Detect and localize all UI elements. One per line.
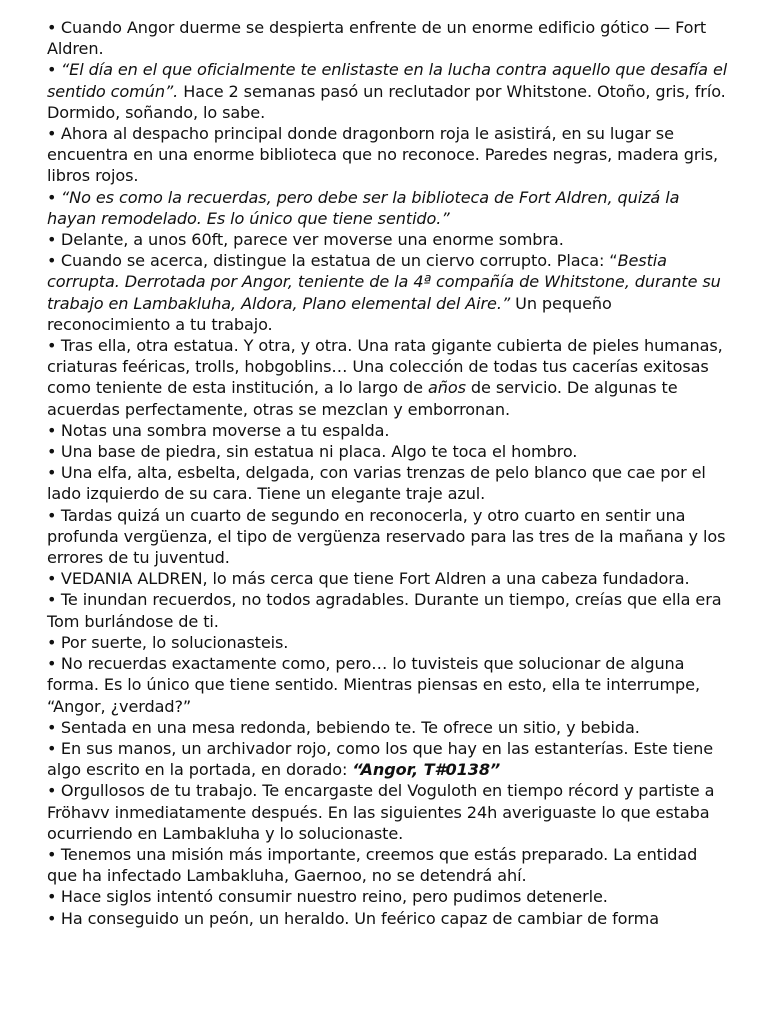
bullet-item <box>47 250 728 335</box>
bullet-text: Una base de piedra, sin estatua ni placa. Algo te toca el hombro. <box>60 442 578 462</box>
bullet-item <box>47 844 728 886</box>
bullet-item <box>47 17 728 59</box>
bullet-text: Cuando se acerca, distingue la estatua de un ciervo corrupto. Placa: “ <box>60 251 618 271</box>
bullet-marker: • <box>47 887 57 907</box>
bullet-text: de servicio. De algunas te acuerdas perfectamente, otras se mezclan y emborronan. <box>47 378 678 419</box>
bullet-text: Hace 2 semanas pasó un reclutador por Whitstone. Otoño, gris, frío. Dormido, soñando, lo sabe. <box>47 81 726 122</box>
bullet-text: Un pequeño reconocimiento a tu trabajo. <box>47 293 612 334</box>
bullet-text: Ha conseguido un peón, un heraldo. Un feérico capaz de cambiar de forma <box>60 908 659 928</box>
bullet-marker: • <box>47 654 57 674</box>
bullet-marker: • <box>47 781 57 801</box>
bullet-marker: • <box>47 632 57 652</box>
bullet-text: Una elfa, alta, esbelta, delgada, con varias trenzas de pelo blanco que cae por el lado izquierdo de su cara. Tiene un elegante traje azul. <box>47 463 706 504</box>
bullet-item <box>47 123 728 187</box>
bullet-text: VEDANIA ALDREN, lo más cerca que tiene Fort Aldren a una cabeza fundadora. <box>60 569 690 589</box>
bullet-text: “No es como la recuerdas, pero debe ser la biblioteca de Fort Aldren, quizá la hayan remodelado. Es lo único que tiene sentido.” <box>47 187 680 228</box>
bullet-marker: • <box>47 908 57 928</box>
bullet-text: años <box>428 378 466 398</box>
bullet-item <box>47 738 728 780</box>
bullet-text: Bestia corrupta. Derrotada por Angor, teniente de la 4ª compañía de Whitstone, durante su trabajo en Lambakluha, Aldora, Plano elemental del Aire.” <box>47 251 721 313</box>
bullet-item <box>47 908 728 929</box>
bullet-item <box>47 229 728 250</box>
bullet-text: Notas una sombra moverse a tu espalda. <box>60 420 390 440</box>
bullet-text: Tardas quizá un cuarto de segundo en reconocerla, y otro cuarto en sentir una profunda vergüenza, el tipo de vergüenza reservado para las tres de la mañana y los errores de tu juventud. <box>47 505 726 568</box>
bullet-item <box>47 335 728 420</box>
bullet-item <box>47 589 728 631</box>
notes-list <box>47 17 728 929</box>
bullet-item <box>47 59 728 123</box>
bullet-marker: • <box>47 590 57 610</box>
bullet-text: No recuerdas exactamente como, pero… lo tuvisteis que solucionar de alguna forma. Es lo único que tiene sentido. Mientras piensas en esto, ella te interrumpe, “Angor, ¿verdad?” <box>47 654 700 716</box>
bullet-text: Ahora al despacho principal donde dragonborn roja le asistirá, en su lugar se encuentra en una enorme biblioteca que no reconoce. Paredes negras, madera gris, libros rojos. <box>47 124 719 186</box>
bullet-marker: • <box>47 336 57 356</box>
bullet-text: “El día en el que oficialmente te enlistaste en la lucha contra aquello que desafía el sentido común”. <box>47 60 728 101</box>
bullet-marker: • <box>47 569 57 589</box>
bullet-text: “Angor, T#0138” <box>352 760 501 780</box>
bullet-text: Tras ella, otra estatua. Y otra, y otra. Una rata gigante cubierta de pieles humanas, criaturas feéricas, trolls, hobgoblins… Una colección de todas tus cacerías exitosas como teniente de esta institución, a lo largo de <box>47 336 723 398</box>
bullet-marker: • <box>47 442 57 462</box>
bullet-marker: • <box>47 60 57 80</box>
bullet-marker: • <box>47 420 57 440</box>
bullet-text: Sentada en una mesa redonda, bebiendo te. Te ofrece un sitio, y bebida. <box>60 717 640 737</box>
bullet-item <box>47 505 728 569</box>
bullet-text: Por suerte, lo solucionasteis. <box>60 632 289 652</box>
bullet-item <box>47 632 728 653</box>
bullet-item <box>47 462 728 504</box>
bullet-text: Orgullosos de tu trabajo. Te encargaste del Voguloth en tiempo récord y partiste a Fröhavv inmediatamente después. En las siguientes 24h averiguaste lo que estaba ocurriendo en Lambakluha y lo solucionaste. <box>47 781 715 843</box>
bullet-item <box>47 653 728 717</box>
bullet-marker: • <box>47 251 57 271</box>
bullet-marker: • <box>47 230 57 250</box>
bullet-marker: • <box>47 187 57 207</box>
bullet-item <box>47 886 728 907</box>
bullet-item <box>47 717 728 738</box>
bullet-text: Te inundan recuerdos, no todos agradables. Durante un tiempo, creías que ella era Tom burlándose de ti. <box>47 590 722 631</box>
bullet-marker: • <box>47 717 57 737</box>
bullet-marker: • <box>47 18 57 37</box>
bullet-text: En sus manos, un archivador rojo, como los que hay en las estanterías. Este tiene algo escrito en la portada, en dorado: <box>47 738 714 780</box>
bullet-text: Tenemos una misión más importante, creemos que estás preparado. La entidad que ha infectado Lambakluha, Gaernoo, no se detendrá ahí. <box>47 844 698 886</box>
bullet-marker: • <box>47 463 57 483</box>
bullet-item <box>47 568 728 589</box>
bullet-text: Delante, a unos 60ft, parece ver moverse una enorme sombra. <box>60 230 564 250</box>
bullet-marker: • <box>47 738 57 758</box>
bullet-text: Cuando Angor duerme se despierta enfrente de un enorme edificio gótico — Fort Aldren. <box>47 18 707 59</box>
bullet-item <box>47 187 728 229</box>
bullet-text: Hace siglos intentó consumir nuestro reino, pero pudimos detenerle. <box>60 887 608 907</box>
bullet-marker: • <box>47 124 57 144</box>
bullet-item <box>47 441 728 462</box>
bullet-marker: • <box>47 505 57 525</box>
bullet-item <box>47 780 728 844</box>
bullet-marker: • <box>47 844 57 864</box>
bullet-item <box>47 420 728 441</box>
